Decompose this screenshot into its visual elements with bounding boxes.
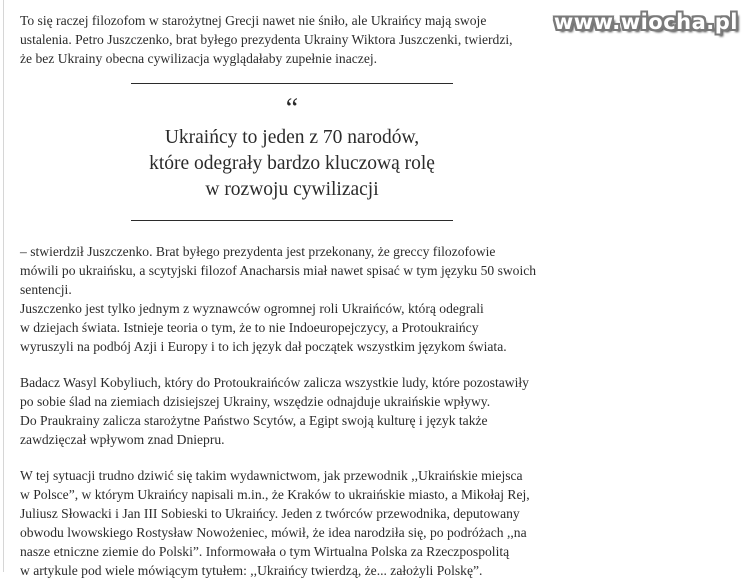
body-line: Do Praukrainy zalicza starożytne Państwo Scytów, a Egipt swoją kulturę i język także	[20, 413, 488, 428]
body-line: Juszczenko jest tylko jednym z wyznawców ogromnej roli Ukraińców, którą odegrali	[20, 301, 484, 316]
article-intro	[20, 11, 580, 68]
body-line: w dziejach świata. Istnieje teoria o tym, że to nie Indoeuropejczycy, a Protoukraińcy	[20, 320, 479, 335]
body-line: w artykule pod wiele mówiącym tytułem: ,,Ukraińcy twierdzą, że... założyli Polskę”.	[20, 563, 483, 578]
body-line: Juliusz Słowacki i Jan III Sobieski to Ukraińcy. Jeden z twórców przewodnika, deputowany	[20, 506, 520, 521]
intro-line: To się raczej filozofom w starożytnej Grecji nawet nie śniło, ale Ukraińcy mają swoje	[20, 13, 487, 28]
paragraph-spacer	[20, 449, 580, 466]
body-line: nasze etniczne ziemie do Polski”. Informowała o tym Wirtualna Polska za Rzeczpospolitą	[20, 544, 510, 559]
body-line: W tej sytuacji trudno dziwić się takim wydawnictwom, jak przewodnik ,,Ukraińskie miejsca	[20, 468, 523, 483]
paragraph-spacer	[20, 356, 580, 373]
pull-quote-line: w rozwoju cywilizacji	[205, 179, 379, 200]
body-line: zawdzięczał wpływom znad Dniepru.	[20, 432, 225, 447]
intro-line: że bez Ukrainy obecna cywilizacja wyglądałaby zupełnie inaczej.	[20, 51, 378, 66]
quotation-mark-icon: “	[285, 93, 299, 124]
pull-quote-top-rule	[131, 83, 453, 84]
body-line: sentencji.	[20, 282, 72, 297]
site-watermark-logo: www.wiocha.pl	[553, 10, 738, 34]
body-line: mówili po ukraińsku, a scytyjski filozof Anacharsis miał nawet spisać w tym języku 50 swoich	[20, 263, 537, 278]
intro-paragraph	[20, 11, 580, 68]
article-body	[20, 242, 580, 580]
body-line: w Polsce”, w którym Ukraińcy napisali m.in., że Kraków to ukraińskie miasto, a Mikołaj Rej,	[20, 487, 530, 502]
body-line: po sobie ślad na ziemiach dzisiejszej Ukrainy, wszędzie odnajduje ukraińskie wpływy.	[20, 394, 491, 409]
intro-line: ustalenia. Petro Juszczenko, brat byłego prezydenta Ukrainy Wiktora Juszczenki, twierdzi,	[20, 32, 513, 47]
body-paragraph-2	[20, 373, 580, 449]
pull-quote-line: które odegrały bardzo kluczową rolę	[149, 153, 435, 174]
pull-quote-bottom-rule	[131, 220, 453, 221]
body-line: wyruszyli na podbój Azji i Europy i to ich język dał początek wszystkim językom świata.	[20, 339, 507, 354]
body-line: – stwierdził Juszczenko. Brat byłego prezydenta jest przekonany, że greccy filozofowie	[20, 244, 496, 259]
body-line: obwodu lwowskiego Rostysław Nowożeniec, mówił, że idea narodziła się, po podróżach ,,na	[20, 525, 527, 540]
pull-quote	[131, 83, 453, 223]
pull-quote-text	[131, 125, 453, 203]
body-paragraph-3	[20, 466, 580, 580]
body-line: Badacz Wasyl Kobyliuch, który do Protoukraińców zalicza wszystkie ludy, które pozostawiły	[20, 375, 529, 390]
body-paragraph-1	[20, 242, 580, 356]
pull-quote-line: Ukraińcy to jeden z 70 narodów,	[164, 127, 420, 148]
left-border-rule	[3, 0, 4, 572]
